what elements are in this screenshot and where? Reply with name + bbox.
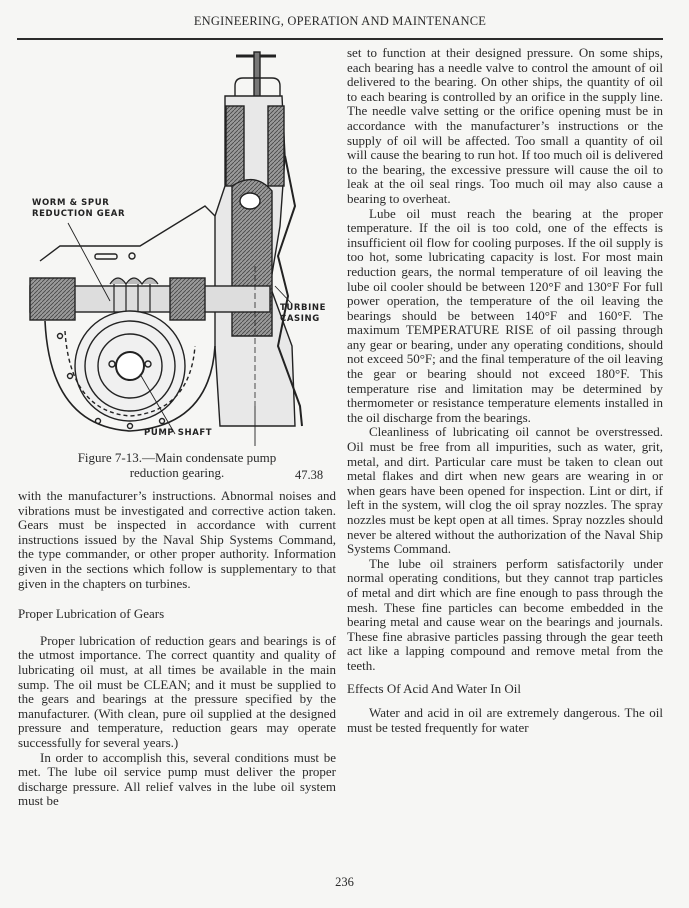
section-heading-proper-lubrication: Proper Lubrication of Gears bbox=[18, 606, 165, 622]
paragraph: set to function at their designed pressure. On some ships, each bearing has a needle valve to control the amount of oil delivered to the bearing. On other ships, the quantity of oil to each bearing is controlled by an orifice in the supply line. The needle valve setting or the orifice opening must be in accordance with the manufacturer’s instructions or the supply of oil will be affected. Too small a quantity of oil will cause the bearing to run hot. If too much oil is delivered to the bearing, the excessive pressure will cause the oil to leak at the oil seal rings. Too much oil may also cause a bearing to overheat. bbox=[347, 45, 663, 206]
pump-gearing-drawing-icon bbox=[10, 46, 340, 446]
section-heading-acid-water: Effects Of Acid And Water In Oil bbox=[347, 680, 521, 696]
paragraph: Water and acid in oil are extremely dangerous. The oil must be tested frequently for water bbox=[347, 705, 663, 735]
worm-gear-label: WORM & SPUR REDUCTION GEAR bbox=[32, 198, 126, 219]
left-column bbox=[18, 489, 336, 809]
paragraph: Proper lubrication of reduction gears and bearings is of the utmost importance. The correct quantity and quality of lubricating oil must, at all times be available in the main sump. The oil must be CLEAN; and it must be supplied to the gears and bearings at the pressure specified by the manufacturer. (With clean, pure oil supplied at the designed pressure and temperature, reduction gears may operate successfully for several years.) bbox=[18, 632, 336, 750]
running-head: ENGINEERING, OPERATION AND MAINTENANCE bbox=[193, 14, 487, 28]
pump-shaft-label: PUMP SHAFT bbox=[144, 428, 213, 438]
figure-reference-number: 47.38 bbox=[295, 468, 324, 482]
right-column bbox=[347, 46, 663, 735]
paragraph: with the manufacturer’s instructions. Abnormal noises and vibrations must be investigated and corrective action taken. Gears must be inspected in accordance with current instructions issued by the Naval Ship Systems Command, the type commander, or other proper authority. Information given in the sections which follow is supplementary to that given in the chapters on turbines. bbox=[18, 488, 336, 591]
figure-condensate-pump-gearing bbox=[10, 46, 340, 446]
paragraph: Cleanliness of lubricating oil cannot be overstressed. Oil must be free from all impurities, such as water, grit, metal, and dirt. Particular care must be taken to clean out metal flakes and dirt when new gears are wearing in or when gears have been opened for inspection. Lint or dirt, if left in the system, will clog the oil spray nozzles. The spray nozzles must be kept open at all times. Spray nozzles should never be altered without the authorization of the Naval Ship Systems Command. bbox=[347, 424, 663, 557]
turbine-casing-label: TURBINE CASING bbox=[280, 303, 327, 324]
page-number: 236 bbox=[335, 875, 354, 889]
paragraph: Lube oil must reach the bearing at the proper temperature. If the oil is too cold, one of the effects is insufficient oil flow for cooling purposes. If the oil supply is too hot, some lubricating capacity is lost. For most main reduction gears, the normal temperature of oil leaving the lube oil cooler should be between 120°F and 130°F For full power operation, the temperature of the oil leaving the bearings should be between 140°F and 160°F. The maximum TEMPERATURE RISE of oil passing through any gear or bearing, under any operating conditions, should not exceed 50°F; and the final temperature of the oil leaving the gear or bearing should not exceed 180°F. This temperature rise and limitation may be determined by thermometer or resistance temperature elements installed in the oil discharge from the bearings. bbox=[347, 205, 663, 425]
paragraph: The lube oil strainers perform satisfactorily under normal operating conditions, but they cannot trap particles of metal and dirt which are fine enough to pass through the mesh. These fine particles can become embedded in the bearing metal and cause wear on the bearings and journals. These fine abrasive particles passing through the gear teeth act like a lapping compound and remove metal from the teeth. bbox=[347, 555, 663, 673]
figure-caption: Figure 7-13.—Main condensate pump reduction gearing. bbox=[77, 450, 277, 480]
header-rule bbox=[17, 38, 663, 40]
paragraph: In order to accomplish this, several conditions must be met. The lube oil service pump must deliver the proper discharge pressure. All relief valves in the lube oil system must be bbox=[18, 749, 336, 809]
